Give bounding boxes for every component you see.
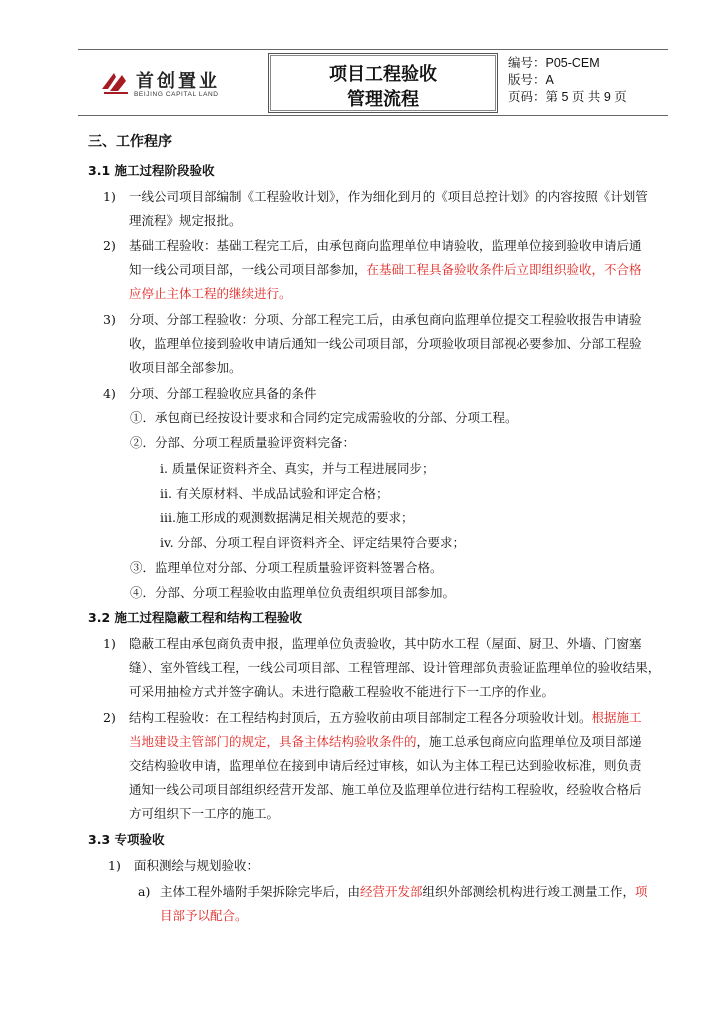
paragraph-line: 理流程》规定报批。 — [129, 213, 242, 228]
doc-page-number: 页码：第 5 页 共 9 页 — [508, 90, 627, 104]
roman-item: i. 质量保证资料齐全、真实，并与工程进展同步； — [160, 461, 435, 476]
paragraph-text: 组织外部测绘机构进行竣工测量工作， — [422, 884, 636, 899]
highlighted-text: 项 — [635, 884, 648, 899]
highlighted-text: 目部予以配合。 — [160, 908, 248, 923]
condition-item: ②．分部、分项工程质量验评资料完备： — [130, 435, 356, 450]
highlighted-text: 在基础工程具备验收条件后立即组织验收，不合格 — [366, 262, 642, 277]
header-top-rule — [78, 49, 668, 50]
doc-version: 版号：A — [508, 73, 554, 87]
roman-item: iv. 分部、分项工程自评资料齐全、评定结果符合要求； — [160, 535, 466, 550]
condition-item: ①．承包商已经按设计要求和合同约定完成需验收的分部、分项工程。 — [130, 410, 518, 425]
paragraph-line: 分项、分部工程验收应具备的条件 — [129, 386, 317, 401]
paragraph-line: 收项目部全部参加。 — [129, 360, 242, 375]
list-number: 2) — [103, 710, 116, 725]
doc-code: 编号：P05-CEM — [508, 56, 600, 70]
list-letter: a) — [138, 884, 151, 899]
paragraph-text: 知一线公司项目部，一线公司项目部参加， — [129, 262, 367, 277]
title-box — [268, 53, 498, 113]
paragraph-line: 收，监理单位接到验收申请后通知一线公司项目部，分项验收项目部视必要参加、分部工程验 — [129, 336, 642, 351]
logo-mark-icon — [100, 69, 130, 95]
list-number: 3) — [103, 312, 116, 327]
subsection-title-3-3: 3.3 专项验收 — [88, 832, 165, 847]
roman-item: iii.施工形成的观测数据满足相关规范的要求； — [160, 510, 414, 525]
highlighted-text: 根据施工 — [591, 710, 642, 725]
paragraph-line: 基础工程验收：基础工程完工后，由承包商向监理单位申请验收，监理单位接到验收申请后通 — [129, 238, 642, 253]
company-logo — [100, 67, 250, 107]
paragraph-line — [129, 734, 642, 750]
subsection-title-3-2: 3.2 施工过程隐蔽工程和结构工程验收 — [88, 610, 302, 625]
paragraph-line: 方可组织下一工序的施工。 — [129, 806, 280, 821]
logo-english-name: BEIJING CAPITAL LAND — [134, 91, 219, 98]
doc-title-line1: 项目工程验收 — [329, 64, 437, 85]
paragraph-line: 缝）、室外管线工程，一线公司项目部、工程管理部、设计管理部负责验证监理单位的验收结果， — [129, 660, 661, 675]
paragraph-text: ，施工总承包商应向监理单位及项目部递 — [416, 734, 642, 749]
paragraph-line: 面积测绘与规划验收： — [134, 858, 260, 873]
roman-item: ii. 有关原材料、半成品试验和评定合格； — [160, 486, 389, 501]
paragraph-line: 通知一线公司项目部组织经营开发部、施工单位及监理单位进行结构工程验收，经验收合格后 — [129, 782, 642, 797]
paragraph-text: 结构工程验收：在工程结构封顶后，五方验收前由项目部制定工程各分项验收计划。 — [129, 710, 592, 725]
logo-chinese-name: 首创置业 — [136, 71, 220, 92]
condition-item: ④．分部、分项工程验收由监理单位负责组织项目部参加。 — [130, 585, 456, 600]
header-bottom-rule — [78, 115, 668, 116]
highlighted-text: 应停止主体工程的继续进行。 — [129, 286, 292, 301]
doc-title-line2: 管理流程 — [347, 89, 419, 110]
list-number: 1) — [103, 636, 116, 651]
paragraph-line: 交结构验收申请，监理单位在接到申请后经过审核，如认为主体工程已达到验收标准，则负责 — [129, 758, 642, 773]
highlighted-text: 经营开发部 — [360, 884, 423, 899]
paragraph-line — [129, 710, 642, 726]
paragraph-line: 隐蔽工程由承包商负责申报，监理单位负责验收，其中防水工程（屋面、厨卫、外墙、门窗塞 — [129, 636, 642, 651]
doc-meta — [508, 55, 627, 106]
paragraph-line: 分项、分部工程验收：分项、分部工程完工后，由承包商向监理单位提交工程验收报告申请验 — [129, 312, 642, 327]
list-number: 1) — [103, 189, 116, 204]
paragraph-line: 一线公司项目部编制《工程验收计划》，作为细化到月的《项目总控计划》的内容按照《计划管 — [129, 189, 648, 204]
condition-item: ③．监理单位对分部、分项工程质量验评资料签署合格。 — [130, 560, 443, 575]
section-title: 三、工作程序 — [88, 134, 172, 150]
list-number: 2) — [103, 238, 116, 253]
paragraph-line — [129, 262, 642, 278]
list-number: 4) — [103, 386, 116, 401]
list-number: 1) — [108, 858, 121, 873]
paragraph-text: 主体工程外墙附手架拆除完毕后，由 — [160, 884, 361, 899]
subsection-title-3-1: 3.1 施工过程阶段验收 — [88, 163, 215, 178]
highlighted-text: 当地建设主管部门的规定，具备主体结构验收条件的 — [129, 734, 417, 749]
paragraph-line: 可采用抽检方式并签字确认。未进行隐蔽工程验收不能进行下一工序的作业。 — [129, 684, 555, 699]
paragraph-line — [160, 884, 648, 900]
page-header — [78, 49, 668, 119]
